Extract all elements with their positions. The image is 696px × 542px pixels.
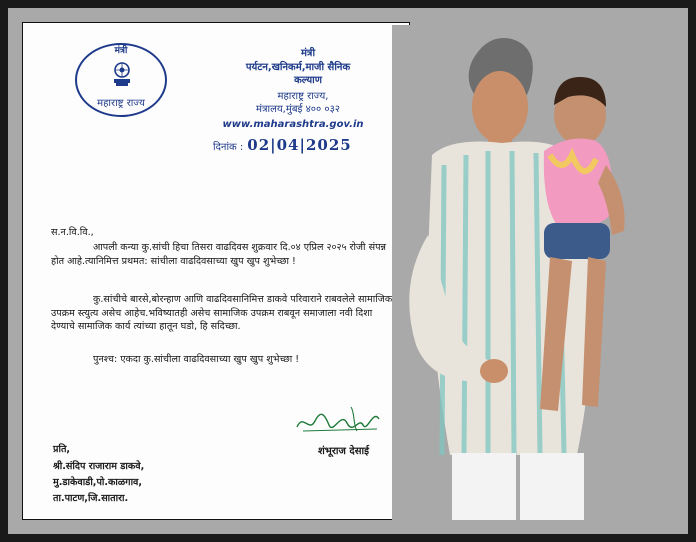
recipient-address-1: मु.डाकेवाडी,पो.काळगाव,	[53, 477, 143, 488]
salutation: स.न.वि.वि.,	[51, 227, 94, 238]
recipient-label: प्रति,	[53, 444, 71, 455]
letterhead-website: www.maharashtra.gov.in	[222, 119, 364, 130]
recipient-name: श्री.संदिप राजाराम डाकवे,	[53, 461, 145, 472]
letter-paragraph-3: पुनश्च: एकदा कु.सांचीला वाढदिवसाच्या खुप खुप शुभेच्छा !	[93, 354, 300, 365]
signatory-name: शंभूराज देसाई	[318, 446, 369, 457]
ashoka-emblem-icon	[110, 59, 134, 89]
recipient-address-2: ता.पाटण,जि.सातारा.	[53, 493, 129, 504]
date-value: 02|04|2025	[247, 136, 352, 154]
letterhead-address: मंत्रालय,मुंबई ४०० ०३२	[255, 104, 340, 115]
handwritten-signature	[293, 403, 385, 437]
minister-with-child-photo	[392, 25, 662, 520]
letterhead-state: महाराष्ट्र राज्य,	[277, 91, 329, 102]
letter-paragraph-1: आपली कन्या कु.सांची हिचा तिसरा वाढदिवस शुक्रवार दि.०४ एप्रिल २०२५ रोजी संपन्न होत आहे.त्यानिमित्त प्रथमत: सांचीला वाढदिवसाच्या खुप खुप शुभेच्छा !	[51, 242, 386, 267]
date-label: दिनांक :	[213, 142, 244, 153]
date-row	[213, 136, 352, 154]
letterhead-designation: पर्यटन,खनिकर्म,माजी सैनिक	[245, 62, 351, 73]
letterhead-title: मंत्री	[300, 48, 316, 59]
letterhead-designation-cont: कल्याण	[294, 75, 322, 86]
seal-top-text: मंत्री	[114, 46, 128, 56]
seal-bottom-text: महाराष्ट्र राज्य	[97, 98, 145, 109]
letter-paragraph-2: कु.सांचीचे बारसे,बोरन्हाण आणि वाढदिवसानिमित्त डाकवे परिवाराने राबवलेले सामाजिक उपक्रम स्त्युत्य असेच आहेच.भविष्यातही असेच सामाजिक उपक्रम राबवून समाजाला नवी दिशा देण्याचे सामाजिक कार्य त्यांच्या हातून घडो, हि सदिच्छा.	[51, 294, 393, 332]
government-seal	[75, 43, 167, 117]
letter-page	[22, 22, 410, 520]
